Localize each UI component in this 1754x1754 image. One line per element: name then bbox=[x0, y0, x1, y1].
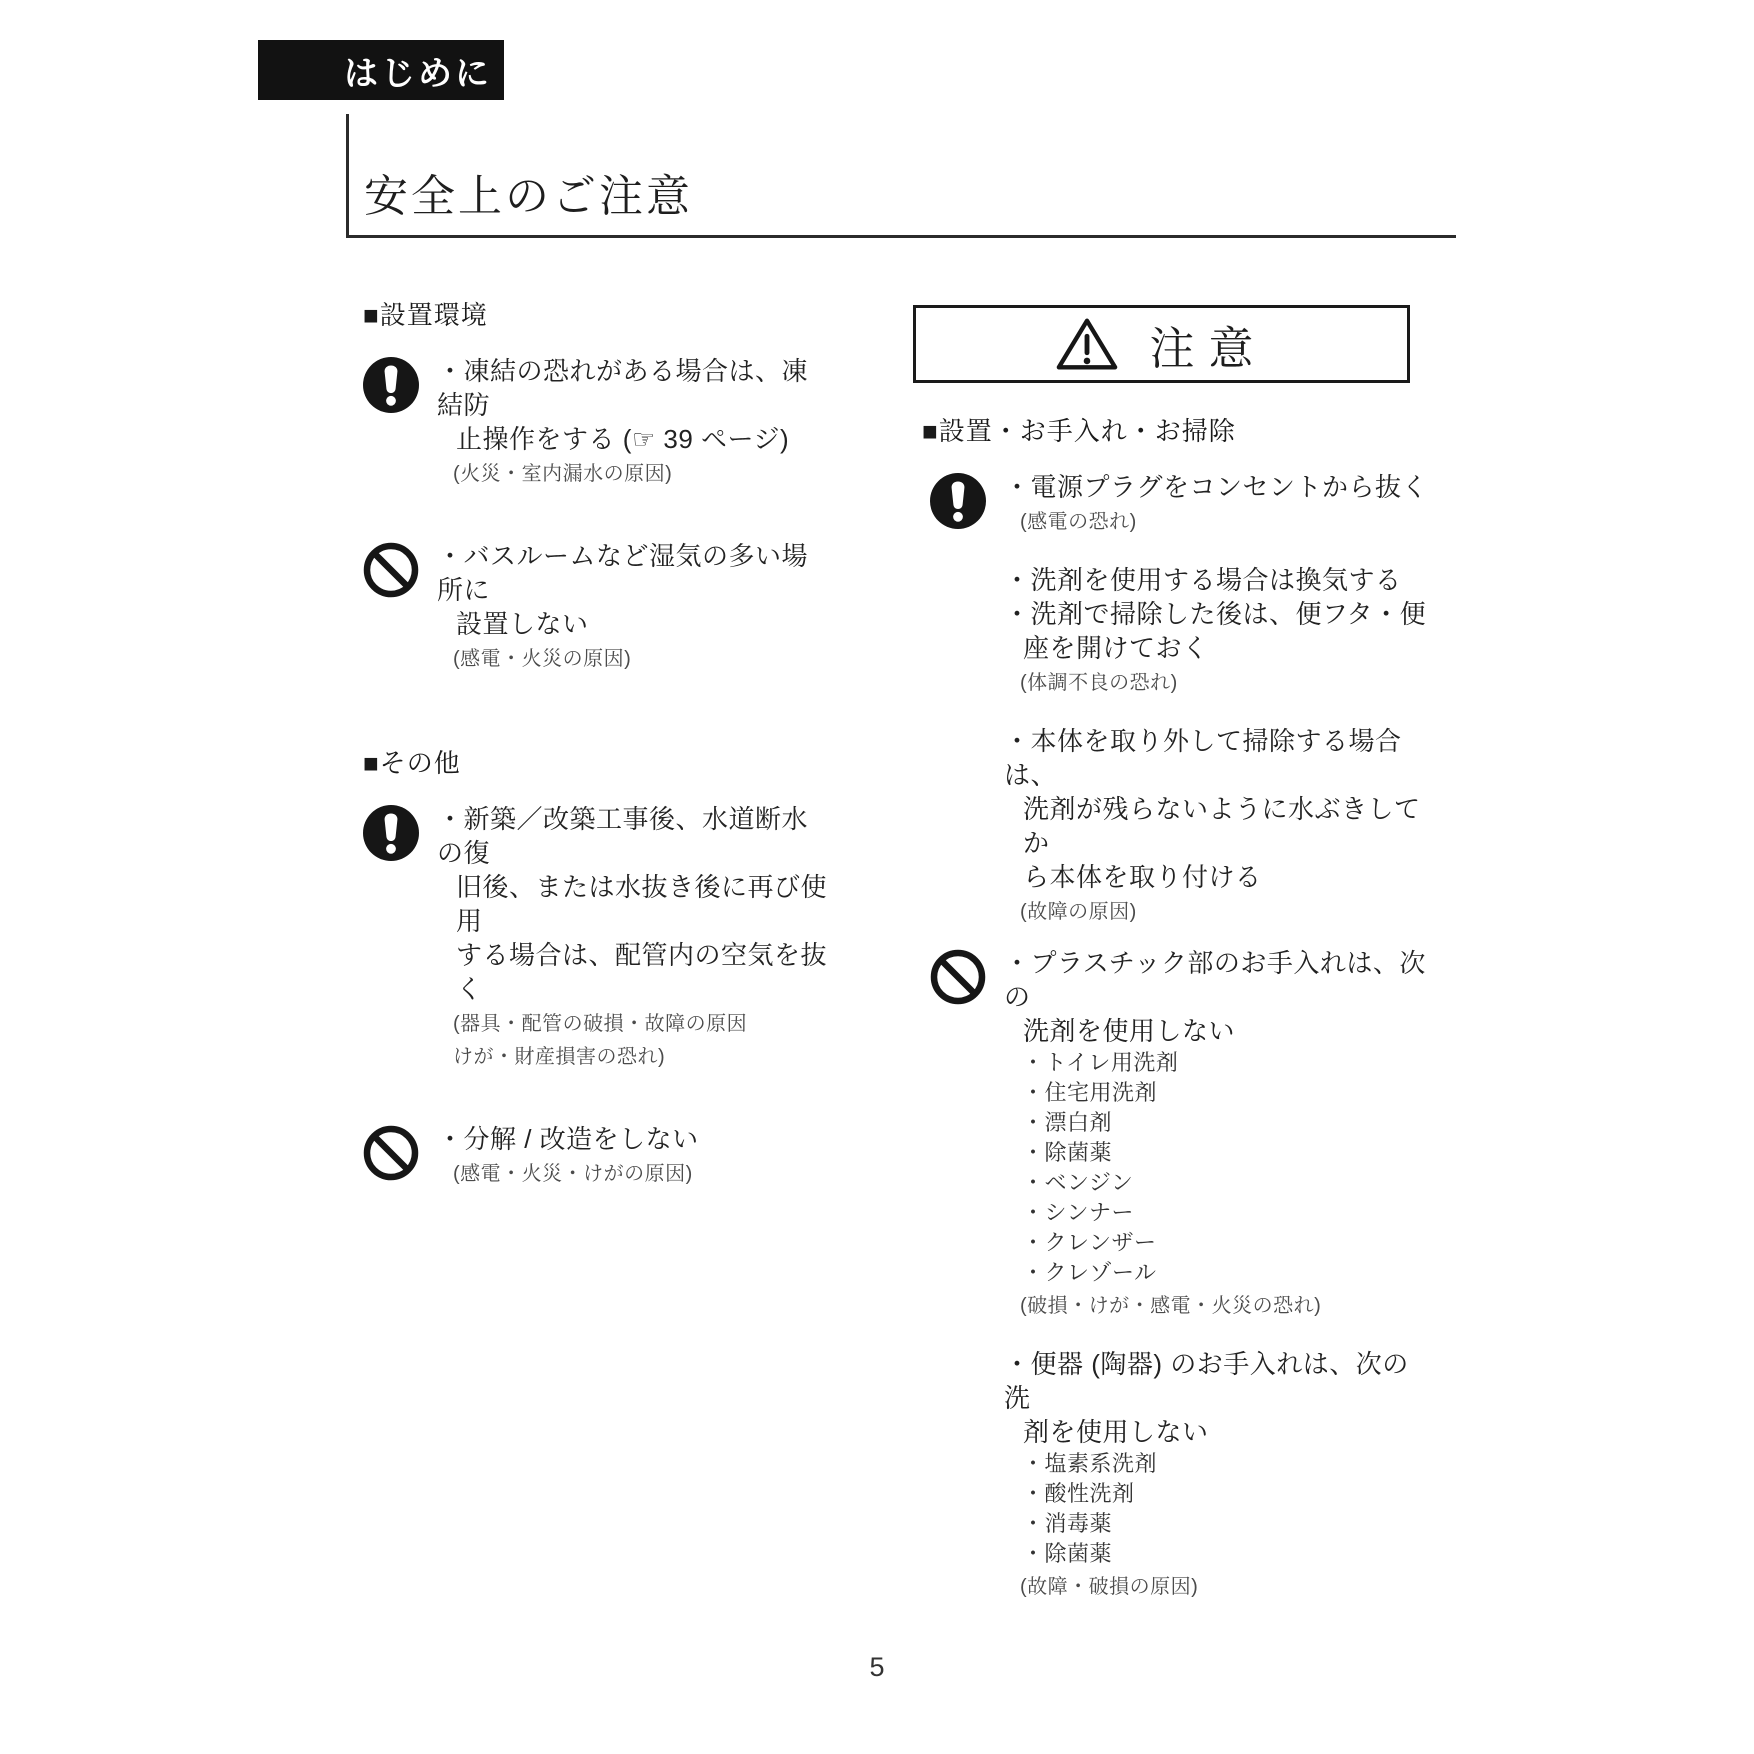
text-line: 剤を使用しない bbox=[1023, 1417, 1209, 1447]
mandatory-icon bbox=[363, 805, 419, 861]
text-line: ・便器 (陶器) のお手入れは、次の洗 bbox=[1004, 1349, 1409, 1413]
section-tab bbox=[258, 40, 504, 100]
prohibition-icon bbox=[363, 542, 419, 598]
note-line: (火災・室内漏水の原因) bbox=[453, 463, 673, 485]
text-block bbox=[930, 563, 1433, 698]
text-line: ・洗剤で掃除した後は、便フタ・便 bbox=[1004, 599, 1427, 629]
note-line: (感電・火災・けがの原因) bbox=[453, 1163, 693, 1185]
text-block bbox=[930, 724, 1433, 927]
sub-item-line: ・除菌薬 bbox=[1022, 1140, 1113, 1165]
text-line: ら本体を取り付ける bbox=[1023, 862, 1262, 892]
title-underline bbox=[346, 235, 1456, 238]
text-line: する場合は、配管内の空気を抜く bbox=[456, 940, 828, 1004]
text-line: 止操作をする (☞ 39 ページ) bbox=[456, 424, 790, 454]
text-line: ・プラスチック部のお手入れは、次の bbox=[1004, 948, 1426, 1012]
caution-label: 注意 bbox=[1149, 322, 1268, 374]
text-block bbox=[363, 539, 833, 674]
text-line: 旧後、または水抜き後に再び使用 bbox=[456, 872, 828, 936]
note-line: けが・財産損害の恐れ) bbox=[453, 1046, 666, 1068]
text-line: ・分解 / 改造をしない bbox=[437, 1124, 699, 1154]
warning-triangle-icon bbox=[1055, 315, 1119, 373]
text-block bbox=[363, 802, 833, 1072]
safety-item bbox=[930, 470, 1433, 927]
sub-item-line: ・塩素系洗剤 bbox=[1022, 1451, 1158, 1476]
text-block bbox=[363, 1122, 833, 1189]
text-line: ・新築／改築工事後、水道断水の復 bbox=[437, 804, 809, 868]
text-block bbox=[930, 946, 1433, 1321]
text-line: ・本体を取り外して掃除する場合は、 bbox=[1004, 726, 1402, 790]
page-title: 安全上のご注意 bbox=[364, 172, 693, 221]
text-line: 洗剤を使用しない bbox=[1023, 1016, 1236, 1046]
note-line: (感電・火災の原因) bbox=[453, 648, 632, 670]
section-heading: ■設置・お手入れ・お掃除 bbox=[922, 416, 1236, 446]
sub-item-line: ・酸性洗剤 bbox=[1022, 1481, 1135, 1506]
right-column bbox=[913, 305, 1433, 1602]
sub-item-line: ・消毒薬 bbox=[1022, 1511, 1113, 1536]
sub-item-line: ・シンナー bbox=[1022, 1200, 1134, 1225]
text-line: 設置しない bbox=[456, 609, 589, 639]
section-tab-label: はじめに bbox=[344, 54, 492, 93]
note-line: (故障の原因) bbox=[1020, 901, 1137, 923]
safety-item bbox=[363, 1122, 833, 1189]
text-block bbox=[930, 470, 1433, 537]
text-line: ・凍結の恐れがある場合は、凍結防 bbox=[437, 356, 809, 420]
item-text bbox=[930, 470, 1433, 927]
item-text bbox=[363, 354, 833, 489]
note-line: (感電の恐れ) bbox=[1020, 511, 1137, 533]
sub-item-line: ・ベンジン bbox=[1022, 1170, 1134, 1195]
text-line: 洗剤が残らないように水ぶきしてか bbox=[1023, 794, 1421, 858]
note-line: (破損・けが・感電・火災の恐れ) bbox=[1020, 1295, 1322, 1317]
text-line: 座を開けておく bbox=[1023, 633, 1209, 663]
text-line: ・バスルームなど湿気の多い場所に bbox=[437, 541, 809, 605]
item-text bbox=[363, 539, 833, 674]
sub-item-line: ・住宅用洗剤 bbox=[1022, 1080, 1158, 1105]
note-line: (器具・配管の破損・故障の原因 bbox=[453, 1013, 748, 1035]
text-block bbox=[363, 354, 833, 489]
title-vertical-rule bbox=[346, 114, 349, 237]
item-text bbox=[363, 802, 833, 1072]
sub-item-line: ・トイレ用洗剤 bbox=[1022, 1050, 1179, 1075]
item-text bbox=[363, 1122, 833, 1189]
mandatory-icon bbox=[363, 357, 419, 413]
sub-item-line: ・クレゾール bbox=[1022, 1260, 1157, 1285]
safety-item bbox=[363, 354, 833, 489]
prohibition-icon bbox=[930, 949, 986, 1005]
caution-box bbox=[913, 305, 1410, 383]
safety-item bbox=[363, 802, 833, 1072]
sub-item-line: ・除菌薬 bbox=[1022, 1541, 1113, 1566]
section-heading: ■その他 bbox=[363, 748, 461, 778]
sub-item-line: ・クレンザー bbox=[1022, 1230, 1157, 1255]
item-text bbox=[930, 946, 1433, 1602]
text-line: ・電源プラグをコンセントから抜く bbox=[1004, 472, 1429, 502]
text-line: ・洗剤を使用する場合は換気する bbox=[1004, 565, 1402, 595]
section-heading: ■設置環境 bbox=[363, 300, 488, 330]
safety-item bbox=[363, 539, 833, 674]
note-line: (体調不良の恐れ) bbox=[1020, 672, 1178, 694]
page-number: 5 bbox=[869, 1652, 885, 1682]
left-column bbox=[363, 300, 833, 1189]
prohibition-icon bbox=[363, 1125, 419, 1181]
safety-item bbox=[930, 946, 1433, 1602]
sub-item-line: ・漂白剤 bbox=[1022, 1110, 1113, 1135]
note-line: (故障・破損の原因) bbox=[1020, 1576, 1199, 1598]
text-block bbox=[930, 1347, 1433, 1602]
mandatory-icon bbox=[930, 473, 986, 529]
